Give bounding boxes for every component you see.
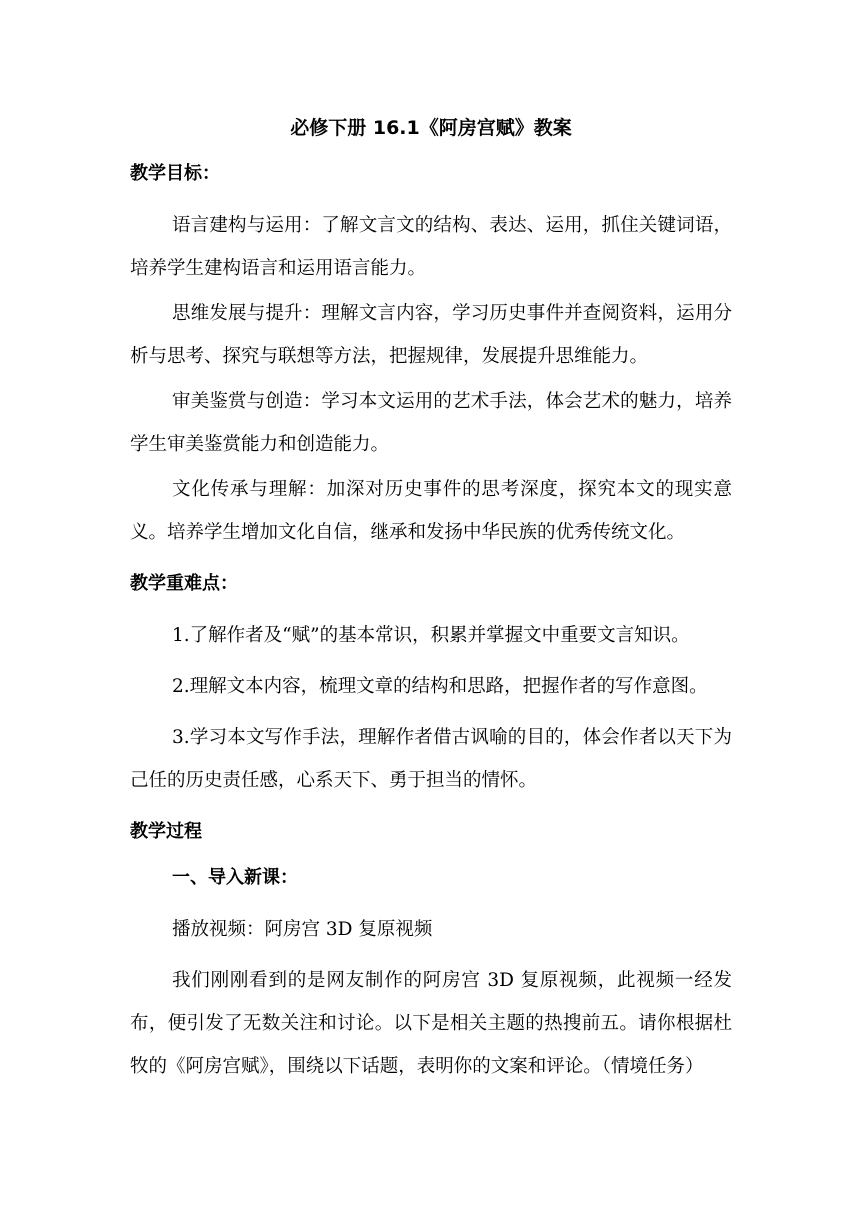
key-point-2: 2.理解文本内容，梳理文章的结构和思路，把握作者的写作意图。 [172,676,708,697]
intro-sub-heading: 一、导入新课： [172,867,298,888]
process-video-line: 播放视频：阿房宫 3D 复原视频 [172,919,433,940]
process-intro-paragraph: 我们刚刚看到的是网友制作的阿房宫 3D 复原视频，此视频一经发布，便引发了无数关注和讨论。以下是相关主题的热搜前五。请你根据杜牧的《阿房宫赋》，围绕以下话题，表明你的文案和评论。（情境任务） [130,970,732,1077]
objective-aesthetics: 审美鉴赏与创造：学习本文运用的艺术手法，体会艺术的魅力，培养学生审美鉴赏能力和创造能力。 [130,391,732,455]
objective-language: 语言建构与运用：了解文言文的结构、表达、运用，抓住关键词语，培养学生建构语言和运用语言能力。 [130,215,732,279]
objectives-heading: 教学目标： [130,163,220,184]
document-title: 必修下册 16.1《阿房宫赋》教案 [290,117,572,139]
key-point-3: 3.学习本文写作手法，理解作者借古讽喻的目的，体会作者以天下为己任的历史责任感，心系天下、勇于担当的情怀。 [130,727,732,791]
process-heading: 教学过程 [130,821,202,842]
objective-culture: 文化传承与理解：加深对历史事件的思考深度，探究本文的现实意义。培养学生增加文化自信，继承和发扬中华民族的优秀传统文化。 [130,479,732,543]
key-points-heading: 教学重难点： [130,573,238,594]
objective-thinking: 思维发展与提升：理解文言内容，学习历史事件并查阅资料，运用分析与思考、探究与联想等方法，把握规律，发展提升思维能力。 [130,303,732,367]
document-page [130,112,732,1090]
key-point-1: 1.了解作者及“赋”的基本常识，积累并掌握文中重要文言知识。 [172,625,690,646]
